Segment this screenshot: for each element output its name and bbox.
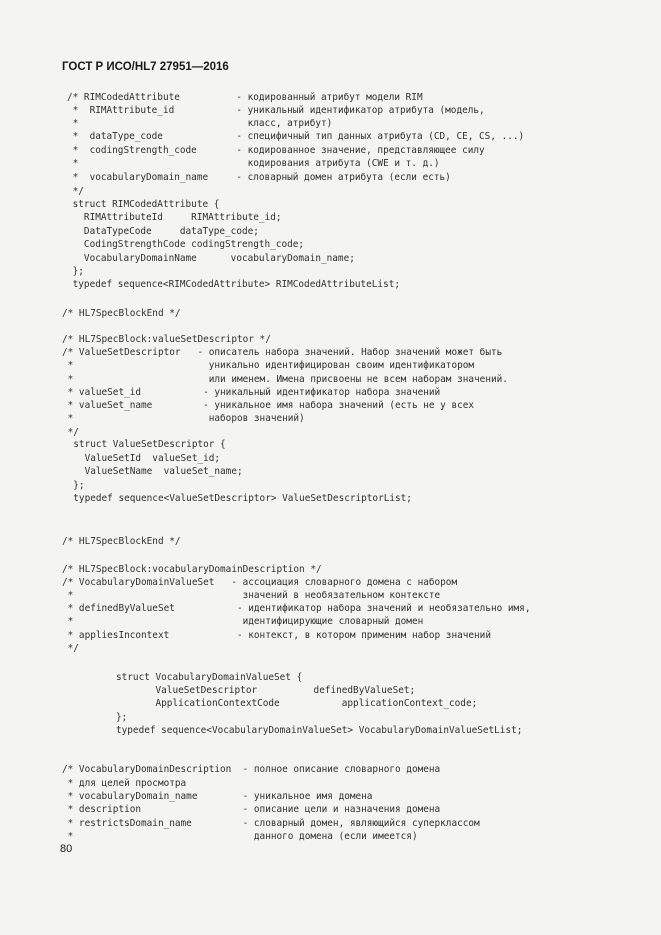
code-line: * valueSet_id - уникальный идентификатор набора значений (62, 387, 441, 398)
code-line: */ (67, 186, 84, 197)
code-line: typedef sequence<VocabularyDomainValueSet> VocabularyDomainValueSetList; (116, 725, 523, 736)
code-line: * definedByValueSet - идентификатор набора значений и необязательно имя, (62, 603, 531, 614)
code-line: * для целей просмотра (62, 778, 187, 789)
code-line: /* HL7SpecBlockEnd */ (62, 536, 181, 547)
code-line: * наборов значений) (62, 413, 305, 424)
code-line: /* HL7SpecBlock:vocabularyDomainDescription */ (62, 564, 322, 575)
code-line: ValueSetName valueSet_name; (62, 466, 243, 477)
code-line: ValueSetId valueSet_id; (62, 453, 221, 464)
page-number: 80 (60, 843, 73, 855)
code-line: * dataType_code - специфичный тип данных атрибута (CD, CE, CS, ...) (67, 131, 525, 142)
code-line: * RIMAttribute_id - уникальный идентификатор атрибута (модель, (67, 105, 485, 116)
code-line: typedef sequence<ValueSetDescriptor> ValueSetDescriptorList; (62, 493, 412, 504)
code-line: * valueSet_name - уникальное имя набора значений (есть не у всех (62, 400, 475, 411)
code-line: * уникально идентифицирован своим идентификатором (62, 360, 475, 371)
code-line: * restrictsDomain_name - словарный домен, являющийся суперклассом (62, 818, 480, 829)
code-line: * класс, атрибут) (67, 118, 333, 129)
code-line: struct RIMCodedAttribute { (67, 199, 220, 210)
code-line: RIMAttributeId RIMAttribute_id; (67, 212, 282, 223)
code-line: /* ValueSetDescriptor - описатель набора значений. Набор значений может быть (62, 347, 503, 358)
code-line: }; (67, 266, 84, 277)
code-line: * codingStrength_code - кодированное значение, представляющее силу (67, 145, 485, 156)
code-line: /* RIMCodedAttribute - кодированный атрибут модели RIM (67, 92, 423, 103)
code-line: /* HL7SpecBlockEnd */ (62, 308, 181, 319)
code-line: CodingStrengthCode codingStrength_code; (67, 239, 305, 250)
code-line: struct VocabularyDomainValueSet { (116, 672, 303, 683)
code-line: */ (62, 643, 79, 654)
code-line: * appliesIncontext - контекст, в котором применим набор значений (62, 630, 491, 641)
code-line: VocabularyDomainName vocabularyDomain_name; (67, 253, 355, 264)
code-line: }; (62, 480, 85, 491)
code-line: /* VocabularyDomainValueSet - ассоциация словарного домена с набором (62, 577, 458, 588)
code-line: }; (116, 712, 128, 723)
code-line: * vocabularyDomain_name - словарный домен атрибута (если есть) (67, 172, 451, 183)
document-header: ГОСТ Р ИСО/HL7 27951—2016 (62, 61, 229, 73)
code-line: ApplicationContextCode applicationContext_code; (116, 698, 478, 709)
code-line: ValueSetDescriptor definedByValueSet; (116, 685, 416, 696)
code-line: /* VocabularyDomainDescription - полное описание словарного домена (62, 764, 441, 775)
code-line: * кодирования атрибута (CWE и т. д.) (67, 158, 440, 169)
code-line: * description - описание цели и назначения домена (62, 804, 441, 815)
code-line: * значений в необязательном контексте (62, 590, 441, 601)
code-line: */ (62, 427, 79, 438)
code-line: DataTypeCode dataType_code; (67, 226, 259, 237)
code-line: * данного домена (если имеется) (62, 831, 418, 842)
code-line: * vocabularyDomain_name - уникальное имя домена (62, 791, 373, 802)
code-line: typedef sequence<RIMCodedAttribute> RIMCodedAttributeList; (67, 279, 401, 290)
code-line: * или именем. Имена присвоены не всем наборам значений. (62, 374, 508, 385)
code-line: struct ValueSetDescriptor { (62, 439, 226, 450)
code-line: /* HL7SpecBlock:valueSetDescriptor */ (62, 334, 271, 345)
code-line: * идентифицирующие словарный домен (62, 616, 424, 627)
